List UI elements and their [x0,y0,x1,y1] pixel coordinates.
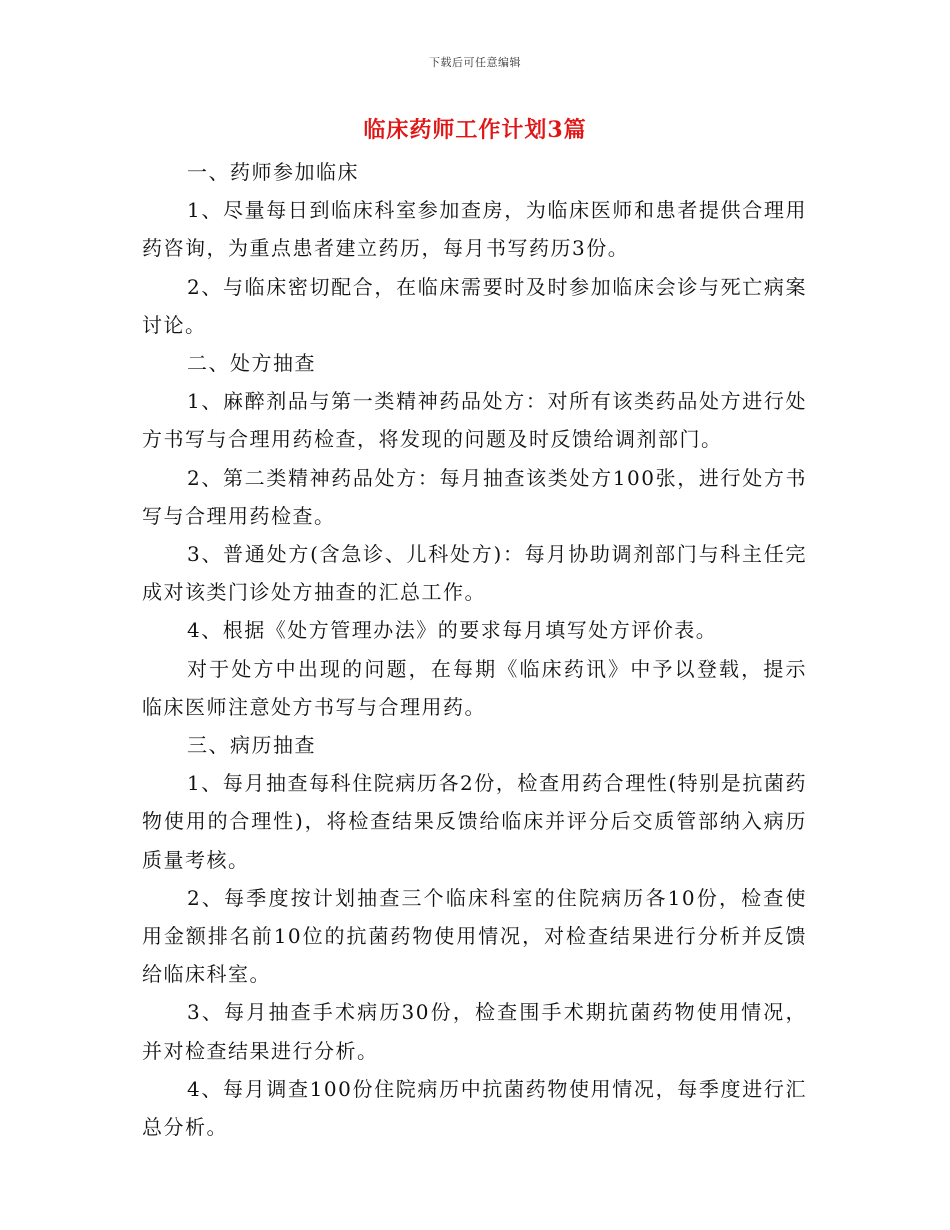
header-note: 下载后可任意编辑 [429,56,521,69]
paragraph: 3、每月抽查手术病历30份，检查围手术期抗菌药物使用情况，并对检查结果进行分析。 [142,1000,807,1063]
paragraph: 3、普通处方(含急诊、儿科处方)：每月协助调剂部门与科主任完成对该类门诊处方抽查的汇总工作。 [142,542,807,605]
paragraph: 1、每月抽查每科住院病历各2份，检查用药合理性(特别是抗菌药物使用的合理性)，将检查结果反馈给临床并评分后交质管部纳入病历质量考核。 [142,771,807,872]
paragraph: 对于处方中出现的问题，在每期《临床药讯》中予以登载，提示临床医师注意处方书写与合理用药。 [142,656,807,719]
paragraph: 2、每季度按计划抽查三个临床科室的住院病历各10份，检查使用金额排名前10位的抗菌药物使用情况，对检查结果进行分析并反馈给临床科室。 [142,885,807,987]
section-heading-records: 三、病历抽查 [187,733,316,758]
paragraph: 2、与临床密切配合，在临床需要时及时参加临床会诊与死亡病案讨论。 [142,274,807,337]
section-heading-prescription: 二、处方抽查 [187,351,316,376]
paragraph: 1、麻醉剂品与第一类精神药品处方：对所有该类药品处方进行处方书写与合理用药检查，将发现的问题及时反馈给调剂部门。 [142,389,807,452]
document-title: 临床药师工作计划3篇 [363,117,587,143]
paragraph: 4、每月调查100份住院病历中抗菌药物使用情况，每季度进行汇总分析。 [142,1076,807,1140]
paragraph: 4、根据《处方管理办法》的要求每月填写处方评价表。 [187,618,718,643]
section-heading-clinical: 一、药师参加临床 [187,160,359,184]
paragraph: 2、第二类精神药品处方：每月抽查该类处方100张，进行处方书写与合理用药检查。 [142,465,807,528]
document-body [142,153,807,1146]
paragraph: 1、尽量每日到临床科室参加查房，为临床医师和患者提供合理用药咨询，为重点患者建立药历，每月书写药历3份。 [142,198,807,261]
